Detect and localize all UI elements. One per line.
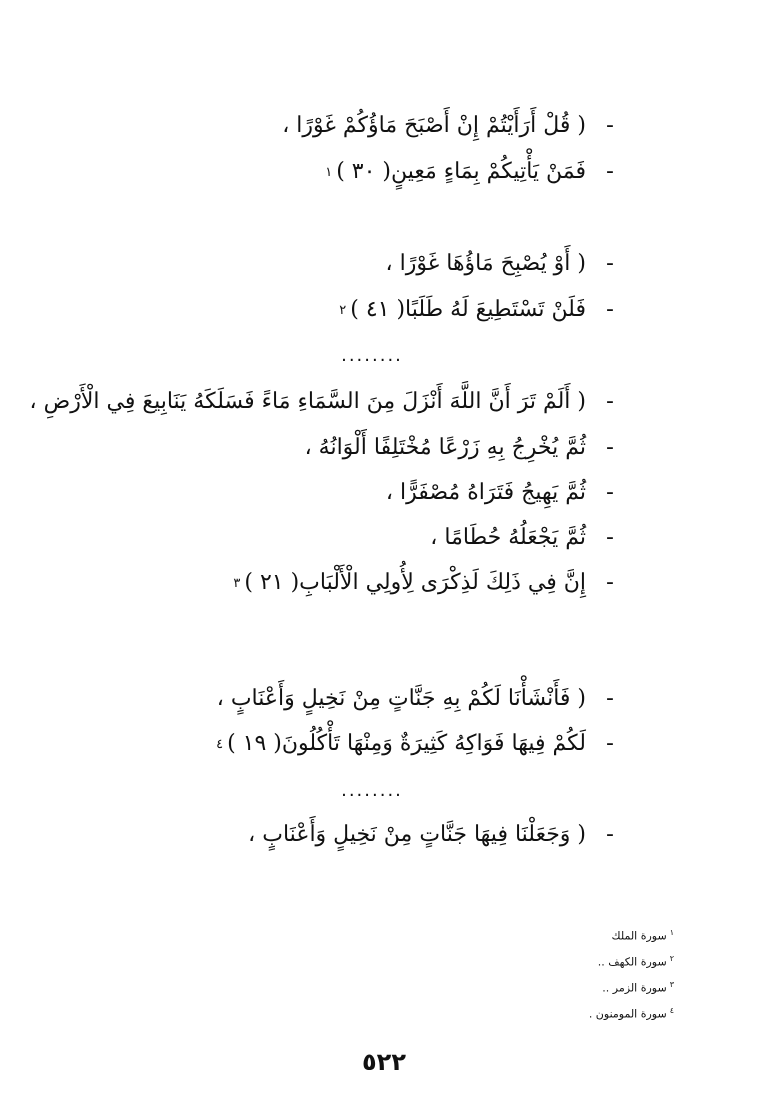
- verse-text: فَمَنْ يَأْتِيكُمْ بِمَاءٍ مَعِينٍ( ٣٠ ): [336, 159, 586, 184]
- footnote-marker: ٢: [339, 302, 347, 318]
- footnote: [424, 998, 674, 1024]
- verse-line: [0, 290, 767, 330]
- verse-dash: -: [606, 570, 614, 595]
- verse-dash: -: [606, 525, 614, 550]
- verse-text: إِنَّ فِي ذَلِكَ لَذِكْرَى لِأُولِي الْأَلْبَابِ( ٢١ ): [244, 570, 586, 595]
- section-separator: ........: [341, 345, 403, 366]
- footnote-text: سورة الزمر ..: [602, 981, 667, 995]
- verse-line: [0, 563, 767, 603]
- footnote-number: ١: [669, 928, 674, 937]
- verse-dash: -: [606, 113, 614, 138]
- page-number: ٥٢٢: [362, 1048, 406, 1076]
- verse-dash: -: [606, 686, 614, 711]
- verse-text: ( فَأَنْشَأْنَا لَكُمْ بِهِ جَنَّاتٍ مِنْ نَخِيلٍ وَأَعْنَابٍ ،: [216, 686, 586, 711]
- verse-text: ثُمَّ يَجْعَلُهُ حُطَامًا ،: [430, 525, 586, 550]
- verse-text: ثُمَّ يُخْرِجُ بِهِ زَرْعًا مُخْتَلِفًا أَلْوَانُهُ ،: [304, 435, 586, 460]
- verse-text: لَكُمْ فِيهَا فَوَاكِهُ كَثِيرَةٌ وَمِنْهَا تَأْكُلُونَ( ١٩ ): [227, 731, 586, 756]
- verse-dash: -: [606, 731, 614, 756]
- verse-dash: -: [606, 389, 614, 414]
- verse-text: ( وَجَعَلْنَا فِيهَا جَنَّاتٍ مِنْ نَخِيلٍ وَأَعْنَابٍ ،: [248, 822, 586, 847]
- footnote-number: ٣: [669, 980, 674, 989]
- verse-line: [0, 428, 767, 468]
- footnote: [424, 972, 674, 998]
- verse-text: ( قُلْ أَرَأَيْتُمْ إِنْ أَصْبَحَ مَاؤُكُمْ غَوْرًا ،: [282, 113, 586, 138]
- footnote-number: ٢: [669, 954, 674, 963]
- verse-line: [0, 106, 767, 146]
- verse-dash: -: [606, 251, 614, 276]
- section-separator: ........: [341, 780, 403, 801]
- footnote-marker: ٤: [216, 736, 224, 752]
- footnote-marker: ١: [325, 164, 333, 180]
- footnote-marker: ٣: [233, 575, 241, 591]
- footnote: [424, 946, 674, 972]
- verse-dash: -: [606, 480, 614, 505]
- footnotes: [424, 920, 674, 1024]
- verse-text: ( أَوْ يُصْبِحَ مَاؤُهَا غَوْرًا ،: [385, 251, 586, 276]
- verse-dash: -: [606, 297, 614, 322]
- verse-dash: -: [606, 435, 614, 460]
- footnote-number: ٤: [669, 1006, 674, 1015]
- footnote: [424, 920, 674, 946]
- verse-line: [0, 473, 767, 513]
- verse-line: [0, 382, 767, 422]
- verse-dash: -: [606, 159, 614, 184]
- verse-text: فَلَنْ تَسْتَطِيعَ لَهُ طَلَبًا( ٤١ ): [350, 297, 586, 322]
- footnote-text: سورة الكهف ..: [597, 955, 667, 969]
- verse-line: [0, 244, 767, 284]
- verse-text: ثُمَّ يَهِيجُ فَتَرَاهُ مُصْفَرًّا ،: [385, 480, 586, 505]
- footnote-text: سورة المومنون .: [588, 1007, 667, 1021]
- verse-line: [0, 152, 767, 192]
- footnote-text: سورة الملك: [611, 929, 667, 943]
- verse-dash: -: [606, 822, 614, 847]
- verse-line: [0, 724, 767, 764]
- verse-line: [0, 518, 767, 558]
- verse-line: [0, 815, 767, 855]
- verse-text: ( أَلَمْ تَرَ أَنَّ اللَّهَ أَنْزَلَ مِنَ السَّمَاءِ مَاءً فَسَلَكَهُ يَنَابِيعَ فِي الْأَرْضِ ،: [29, 389, 586, 414]
- verse-line: [0, 679, 767, 719]
